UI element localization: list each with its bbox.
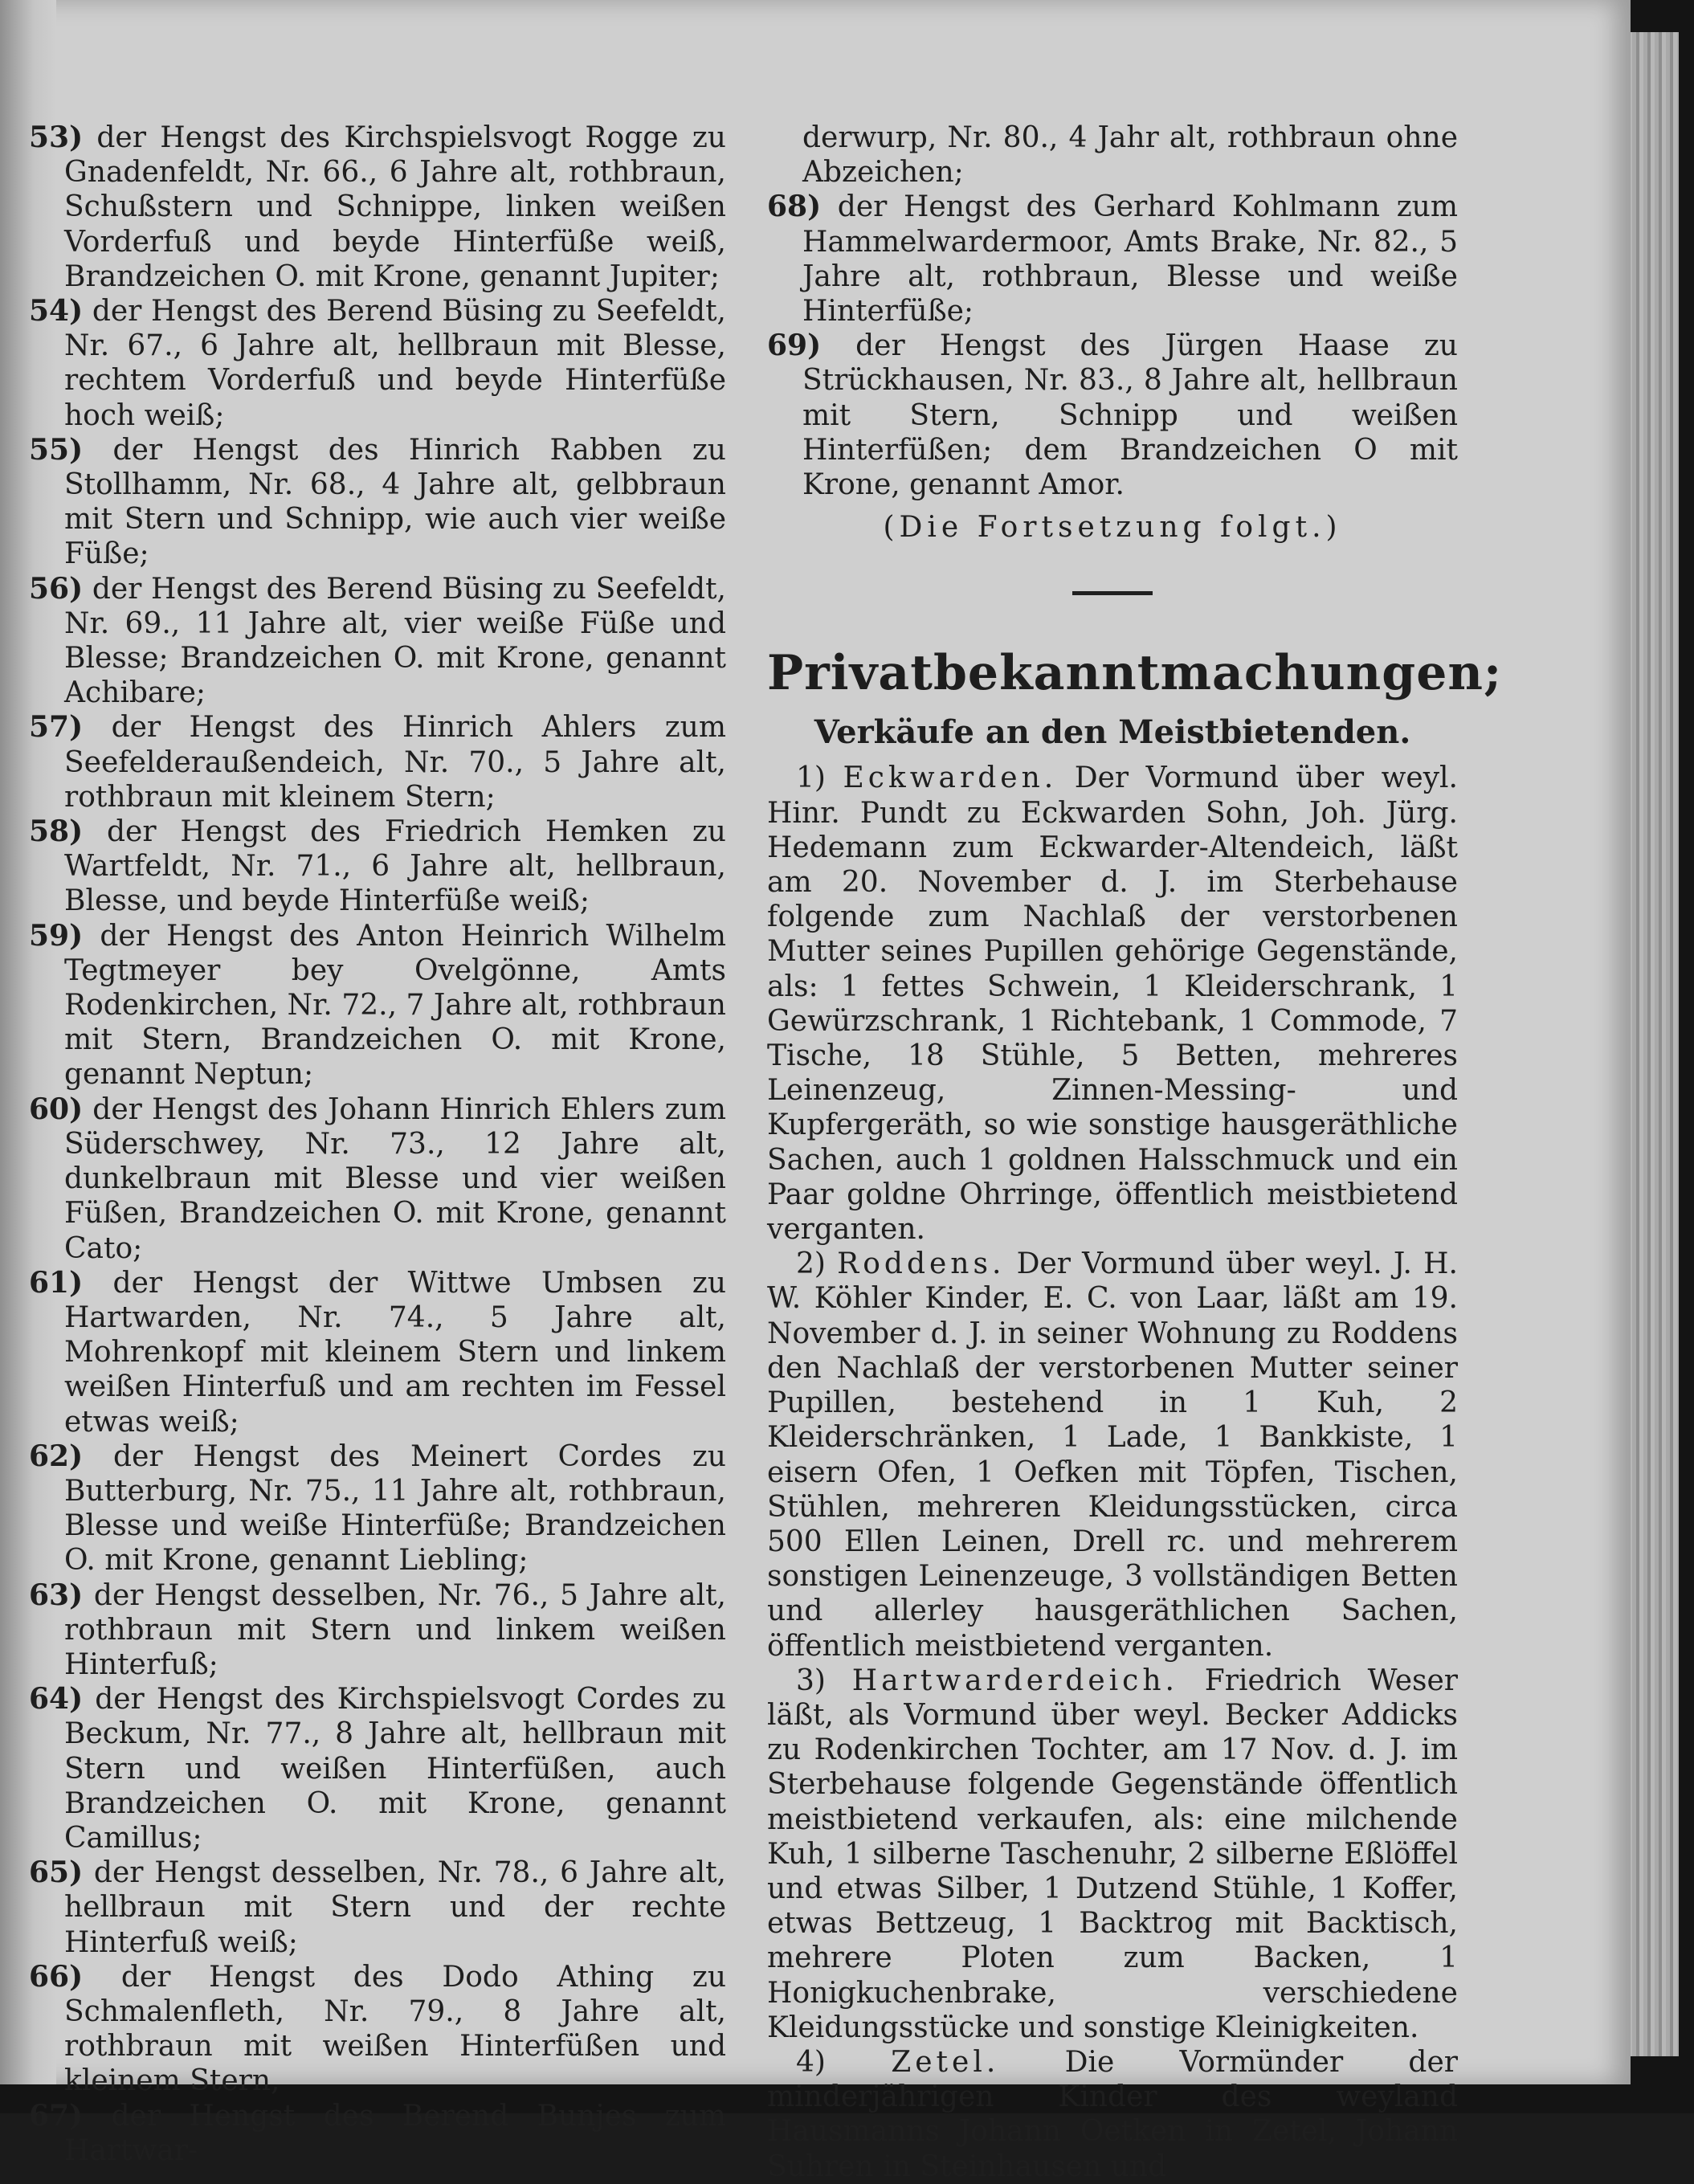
list-item: 69) der Hengst des Jürgen Haase zu Strückhausen, Nr. 83., 8 Jahre alt, hellbraun mit Stern, Schnipp und weißen Hinterfüßen; dem Brandzeichen O mit Krone, genannt Amor. [767, 329, 1458, 502]
list-item: 61) der Hengst der Wittwe Umbsen zu Hartwarden, Nr. 74., 5 Jahre alt, Mohrenkopf mit kleinem Stern und linkem weißen Hinterfuß und am rechten im Fessel etwas weiß; [29, 1265, 726, 1439]
list-item: 54) der Hengst des Berend Büsing zu Seefeldt, Nr. 67., 6 Jahre alt, hellbraun mit Blesse, rechtem Vorderfuß und beyde Hinterfüße hoch weiß; [29, 294, 726, 432]
notice-item: 2) Roddens. Der Vormund über weyl. J. H. W. Köhler Kinder, E. C. von Laar, läßt am 19. November d. J. in seiner Wohnung zu Roddens den Nachlaß der verstorbenen Mutter seiner Pupillen, bestehend in 1 Kuh, 2 Kleiderschränken, 1 Lade, 1 Bankkiste, 1 eisern Ofen, 1 Oefken mit Töpfen, Tischen, Stühlen, mehreren Kleidungsstücken, circa 500 Ellen Leinen, Drell rc. und mehrerem sonstigen Leinenzeuge, 3 vollständigen Betten und allerley hausgeräthlichen Sachen, öffentlich meistbietend verganten. [767, 1247, 1458, 1663]
list-item: 67) der Hengst des Berend Bunjes zum Hartwar- [29, 2098, 726, 2167]
list-item: 63) der Hengst desselben, Nr. 76., 5 Jahre alt, rothbraun mit Stern und linkem weißen Hinterfuß; [29, 1578, 726, 1681]
list-item: 58) der Hengst des Friedrich Hemken zu Wartfeldt, Nr. 71., 6 Jahre alt, hellbraun, Blesse, und beyde Hinterfüße weiß; [29, 814, 726, 918]
list-item: 62) der Hengst des Meinert Cordes zu Butterburg, Nr. 75., 11 Jahre alt, rothbraun, Blesse und weiße Hinterfüße; Brandzeichen O. mit Krone, genannt Liebling; [29, 1439, 726, 1578]
continuation-text: derwurp, Nr. 80., 4 Jahr alt, rothbraun ohne Abzeichen; [802, 121, 1458, 190]
list-item: 53) der Hengst des Kirchspielsvogt Rogge zu Gnadenfeldt, Nr. 66., 6 Jahre alt, rothbraun, Schußstern und Schnippe, linken weißen Vorderfuß und beyde Hinterfüße weiß, Brandzeichen O. mit Krone, genannt Jupiter; [29, 120, 726, 293]
notice-item: 4) Zetel. Die Vormünder der minderjährigen Kinder des weyland Hausmanns Johann Oetken in Zetel, Johann Suhren in Steinhausen und [767, 2045, 1458, 2183]
list-item: 56) der Hengst des Berend Büsing zu Seefeldt, Nr. 69., 11 Jahre alt, vier weiße Füße und Blesse; Brandzeichen O. mit Krone, genannt Achibare; [29, 571, 726, 710]
left-column [29, 120, 726, 2168]
list-item: 60) der Hengst des Johann Hinrich Ehlers zum Süderschwey, Nr. 73., 12 Jahre alt, dunkelbraun mit Blesse und vier weißen Füßen, Brandzeichen O. mit Krone, genannt Cato; [29, 1092, 726, 1265]
notice-item: 1) Eckwarden. Der Vormund über weyl. Hinr. Pundt zu Eckwarden Sohn, Joh. Jürg. Hedemann zum Eckwarder-Altendeich, läßt am 20. November d. J. im Sterbehause folgende zum Nachlaß der verstorbenen Mutter seines Pupillen gehörige Gegenstände, als: 1 fettes Schwein, 1 Kleiderschrank, 1 Gewürzschrank, 1 Richtebank, 1 Commode, 7 Tische, 18 Stühle, 5 Betten, mehreres Leinenzeug, Zinnen-Messing- und Kupfergeräth, so wie sonstige hausgeräthliche Sachen, auch 1 goldnen Halsschmuck und ein Paar goldne Ohrringe, öffentlich meistbietend verganten. [767, 761, 1458, 1247]
list-item: 59) der Hengst des Anton Heinrich Wilhelm Tegtmeyer bey Ovelgönne, Amts Rodenkirchen, Nr. 72., 7 Jahre alt, rothbraun mit Stern, Brandzeichen O. mit Krone, genannt Neptun; [29, 918, 726, 1092]
list-item: 65) der Hengst desselben, Nr. 78., 6 Jahre alt, hellbraun mit Stern und der rechte Hinterfuß weiß; [29, 1855, 726, 1959]
right-column [767, 120, 1503, 2184]
notice-item: 3) Hartwarderdeich. Friedrich Weser läßt, als Vormund über weyl. Becker Addicks zu Rodenkirchen Tochter, am 17 Nov. d. J. im Sterbehause folgende Gegenstände öffentlich meistbietend verkaufen, als: eine milchende Kuh, 1 silberne Taschenuhr, 2 silberne Eßlöffel und etwas Silber, 1 Dutzend Stühle, 1 Koffer, etwas Bettzeug, 1 Backtrog mit Backtisch, mehrere Ploten zum Backen, 1 Honigkuchenbrake, verschiedene Kleidungsstücke und sonstige Kleinigkeiten. [767, 1664, 1458, 2044]
section-divider [1072, 591, 1153, 595]
list-item: 64) der Hengst des Kirchspielsvogt Cordes zu Beckum, Nr. 77., 8 Jahre alt, hellbraun mit Stern und weißen Hinterfüßen, auch Brandzeichen O. mit Krone, genannt Camillus; [29, 1682, 726, 1855]
section-heading: Privatbekanntmachungen; [767, 645, 1503, 702]
continued-note: (Die Fortsetzung folgt.) [883, 511, 1342, 545]
section-subheading: Verkäufe an den Meistbietenden. [814, 713, 1411, 752]
list-item: 68) der Hengst des Gerhard Kohlmann zum Hammelwardermoor, Amts Brake, Nr. 82., 5 Jahre alt, rothbraun, Blesse und weiße Hinterfüße; [767, 190, 1458, 329]
list-item: 66) der Hengst des Dodo Athing zu Schmalenfleth, Nr. 79., 8 Jahre alt, rothbraun mit weißen Hinterfüßen und kleinem Stern, [29, 1959, 727, 2098]
list-item: 55) der Hengst des Hinrich Rabben zu Stollhamm, Nr. 68., 4 Jahre alt, gelbbraun mit Stern und Schnipp, wie auch vier weiße Füße; [29, 432, 726, 571]
list-item: 57) der Hengst des Hinrich Ahlers zum Seefelderaußendeich, Nr. 70., 5 Jahre alt, rothbraun mit kleinem Stern; [29, 710, 727, 814]
